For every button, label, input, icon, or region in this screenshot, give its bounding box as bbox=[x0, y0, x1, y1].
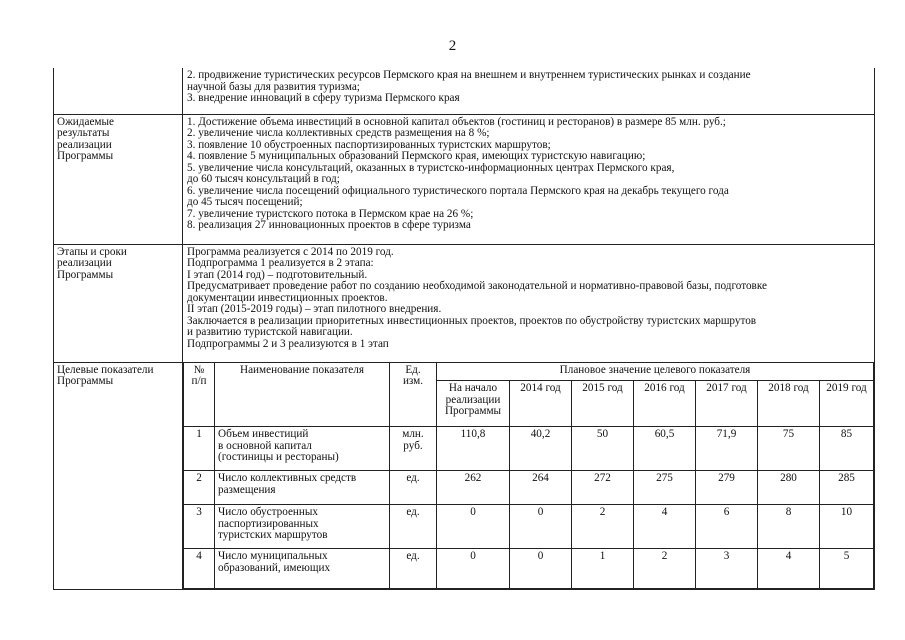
text-line: 5. увеличение числа консультаций, оказанных в туристско-информационных центрах Пермского края, bbox=[187, 161, 675, 174]
stages-text-cell bbox=[183, 244, 875, 362]
col-header-unit: Ед. изм. bbox=[390, 363, 437, 427]
row-value: 85 bbox=[820, 427, 874, 471]
row-value: 275 bbox=[634, 471, 696, 505]
stages-label-cell bbox=[54, 244, 183, 362]
row-name: Число муниципальных образований, имеющих bbox=[215, 549, 390, 589]
row-value: 75 bbox=[758, 427, 820, 471]
row-unit: млн. руб. bbox=[390, 427, 437, 471]
row-value: 8 bbox=[758, 505, 820, 549]
row-value: 4 bbox=[634, 505, 696, 549]
text-line: 2. увеличение числа коллективных средств размещения на 8 %; bbox=[187, 127, 490, 139]
row-num: 1 bbox=[184, 427, 215, 471]
row-value: 272 bbox=[572, 471, 634, 505]
row-num: 4 bbox=[184, 549, 215, 589]
table-row bbox=[184, 549, 874, 589]
label-line: результаты bbox=[57, 127, 110, 139]
row-value: 0 bbox=[437, 505, 510, 549]
row-value: 2 bbox=[634, 549, 696, 589]
row-value: 0 bbox=[510, 549, 572, 589]
goals-label-cell bbox=[54, 68, 183, 114]
text-line: II этап (2015-2019 годы) – этап пилотного внедрения. bbox=[187, 303, 442, 315]
stages-row bbox=[54, 244, 875, 362]
row-value: 280 bbox=[758, 471, 820, 505]
row-unit: ед. bbox=[390, 471, 437, 505]
col-header-year: 2018 год bbox=[758, 381, 820, 427]
results-text-cell bbox=[183, 114, 875, 244]
row-value: 264 bbox=[510, 471, 572, 505]
text-line: 1. Достижение объема инвестиций в основной капитал объектов (гостиниц и ресторанов) в размере 85 млн. руб.; bbox=[187, 115, 726, 128]
col-header-year: На начало реализации Программы bbox=[437, 381, 510, 427]
text-line: 6. увеличение числа посещений официального туристического портала Пермского края на декабрь текущего года bbox=[187, 184, 729, 197]
label-line: реализации bbox=[57, 257, 112, 269]
text-line: 8. реализация 27 инновационных проектов в сфере туризма bbox=[187, 219, 471, 231]
goals-text-cell bbox=[183, 68, 875, 114]
indicators-table-cell bbox=[183, 362, 875, 590]
row-value: 285 bbox=[820, 471, 874, 505]
row-value: 279 bbox=[696, 471, 758, 505]
passport-table bbox=[53, 68, 875, 590]
text-line: научной базы для развития туризма; bbox=[187, 80, 360, 93]
row-value: 0 bbox=[437, 549, 510, 589]
text-line: 7. увеличение туристского потока в Пермском крае на 26 %; bbox=[187, 207, 474, 220]
row-value: 2 bbox=[572, 505, 634, 549]
table-row bbox=[184, 505, 874, 549]
text-line: 3. появление 10 обустроенных паспортизированных туристских маршрутов; bbox=[187, 138, 551, 151]
row-value: 40,2 bbox=[510, 427, 572, 471]
indicators-label-cell bbox=[54, 362, 183, 590]
col-header-name: Наименование показателя bbox=[215, 363, 390, 427]
row-num: 2 bbox=[184, 471, 215, 505]
label-line: Программы bbox=[57, 375, 114, 387]
col-header-year: 2015 год bbox=[572, 381, 634, 427]
row-num: 3 bbox=[184, 505, 215, 549]
col-header-year: 2016 год bbox=[634, 381, 696, 427]
table-row bbox=[184, 427, 874, 471]
text-line: Заключается в реализации приоритетных инвестиционных проектов, проектов по обустройству туристских маршрутов bbox=[187, 314, 757, 327]
indicators-row bbox=[54, 362, 875, 590]
text-line: 4. появление 5 муниципальных образований Пермского края, имеющих туристскую навигацию; bbox=[187, 150, 646, 162]
row-value: 10 bbox=[820, 505, 874, 549]
col-header-year: 2019 год bbox=[820, 381, 874, 427]
col-header-year: 2017 год bbox=[696, 381, 758, 427]
label-line: Ожидаемые bbox=[57, 115, 114, 128]
row-value: 0 bbox=[510, 505, 572, 549]
indicators-table bbox=[183, 363, 874, 590]
row-value: 262 bbox=[437, 471, 510, 505]
text-line: Программа реализуется с 2014 по 2019 год. bbox=[187, 245, 394, 258]
row-value: 50 bbox=[572, 427, 634, 471]
row-unit: ед. bbox=[390, 549, 437, 589]
results-row bbox=[54, 114, 875, 244]
row-name: Число коллективных средств размещения bbox=[215, 471, 390, 505]
row-value: 71,9 bbox=[696, 427, 758, 471]
row-unit: ед. bbox=[390, 505, 437, 549]
goals-row bbox=[54, 68, 875, 114]
text-line: Предусматривает проведение работ по созданию необходимой законодательной и нормативно-правовой базы, подготовке bbox=[187, 280, 767, 292]
text-line: Подпрограммы 2 и 3 реализуются в 1 этап bbox=[187, 337, 389, 350]
row-value: 5 bbox=[820, 549, 874, 589]
text-line: до 45 тысяч посещений; bbox=[187, 196, 303, 208]
text-line: Подпрограмма 1 реализуется в 2 этапа: bbox=[187, 257, 374, 269]
label-line: Этапы и сроки bbox=[57, 245, 127, 258]
table-row bbox=[184, 471, 874, 505]
text-line: 3. внедрение инноваций в сферу туризма Пермского края bbox=[187, 92, 460, 104]
row-value: 1 bbox=[572, 549, 634, 589]
results-label-cell bbox=[54, 114, 183, 244]
text-line: 2. продвижение туристических ресурсов Пермского края на внешнем и внутреннем туристических рынках и создание bbox=[187, 69, 751, 81]
row-value: 4 bbox=[758, 549, 820, 589]
text-line: до 60 тысяч консультаций в год; bbox=[187, 173, 340, 185]
passport-table-wrapper bbox=[53, 68, 875, 596]
row-value: 110,8 bbox=[437, 427, 510, 471]
label-line: Целевые показатели bbox=[57, 363, 154, 376]
label-line: Программы bbox=[57, 150, 114, 162]
indicators-header-row bbox=[184, 363, 874, 381]
text-line: и развитию туристской навигации. bbox=[187, 326, 353, 338]
text-line: документации инвестиционных проектов. bbox=[187, 291, 388, 304]
label-line: реализации bbox=[57, 138, 112, 151]
row-value: 60,5 bbox=[634, 427, 696, 471]
label-line: Программы bbox=[57, 268, 114, 281]
row-value: 3 bbox=[696, 549, 758, 589]
page-number: 2 bbox=[448, 38, 457, 54]
col-header-year: 2014 год bbox=[510, 381, 572, 427]
col-header-num: № п/п bbox=[184, 363, 215, 427]
row-value: 6 bbox=[696, 505, 758, 549]
row-name: Объем инвестиций в основной капитал (гостиницы и рестораны) bbox=[215, 427, 390, 471]
col-header-plan: Плановое значение целевого показателя bbox=[437, 363, 874, 381]
row-name: Число обустроенных паспортизированных туристских маршрутов bbox=[215, 505, 390, 549]
text-line: I этап (2014 год) – подготовительный. bbox=[187, 268, 368, 281]
